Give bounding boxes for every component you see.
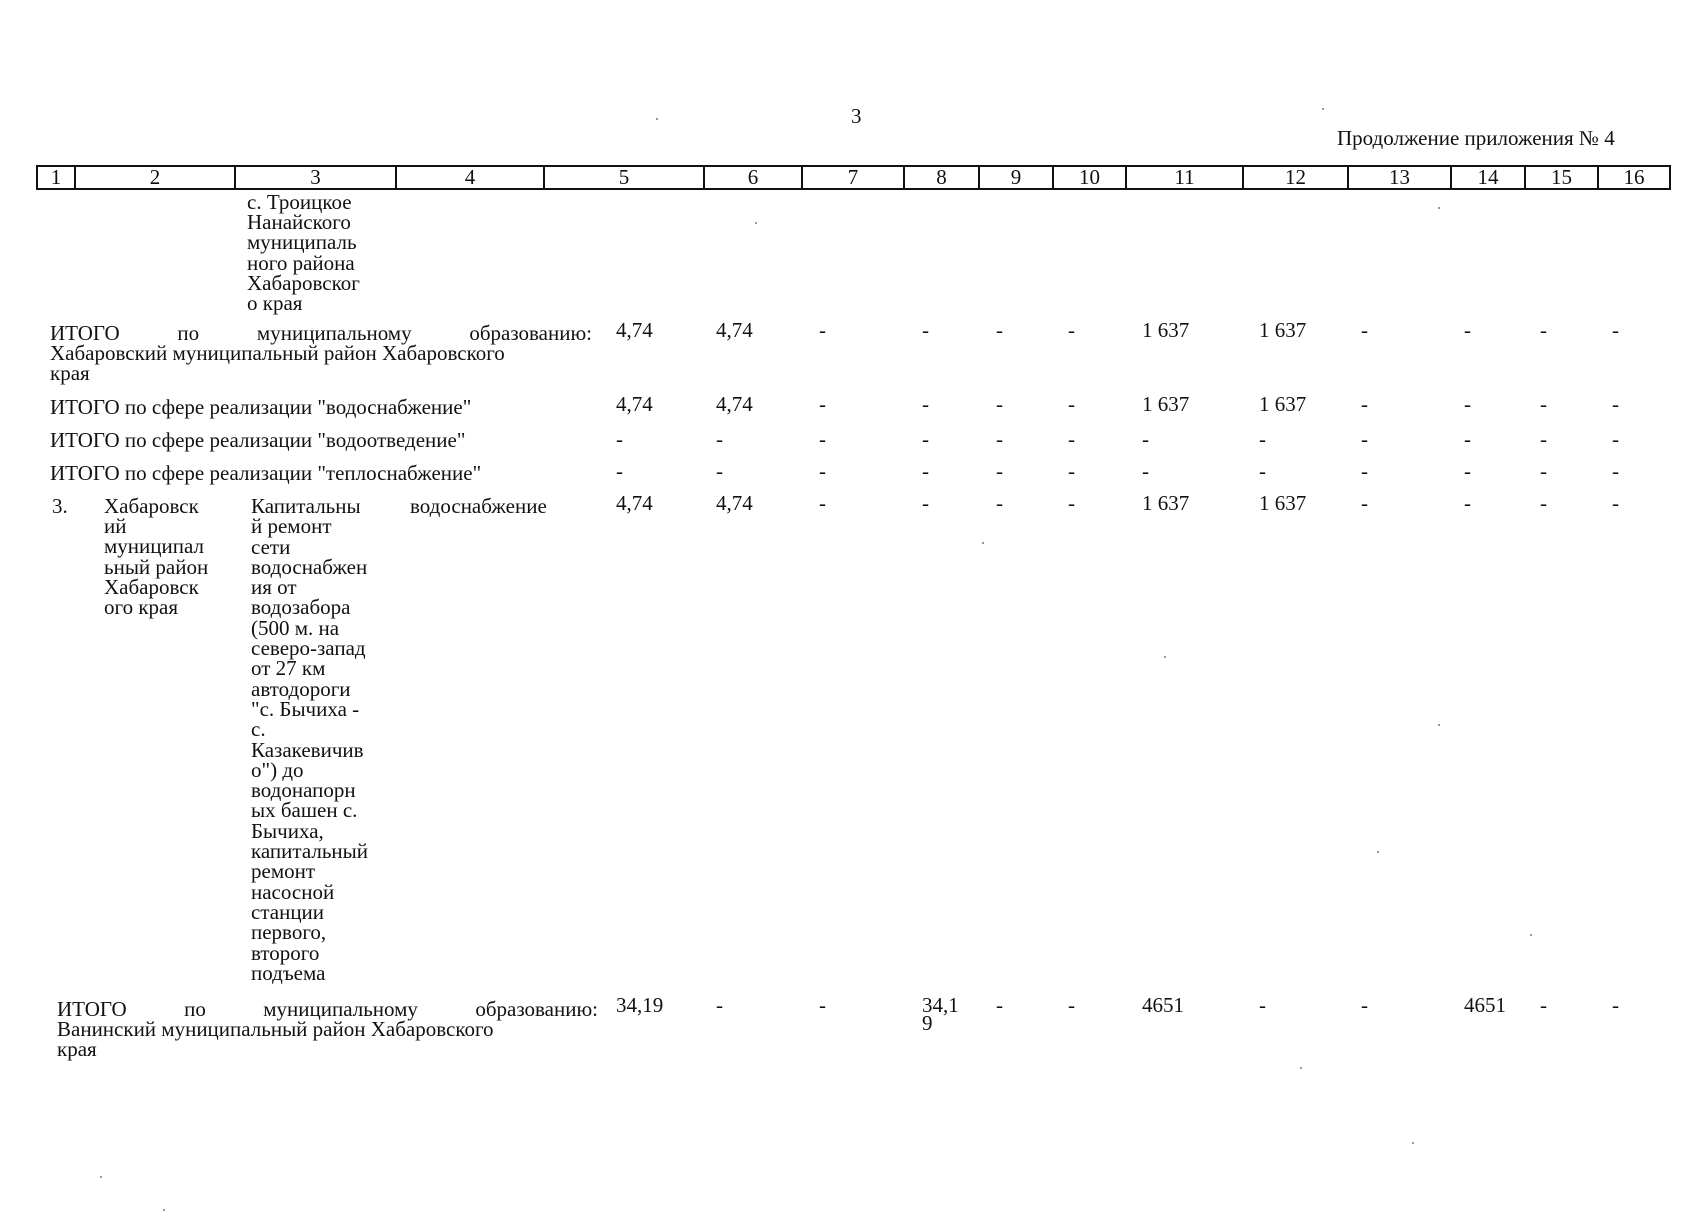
value-col-14: - <box>1464 427 1471 451</box>
row3-description-line: водозабора <box>251 595 351 620</box>
value-col-6: - <box>716 427 723 451</box>
column-header-7: 7 <box>803 165 905 190</box>
value-col-11: - <box>1142 459 1149 483</box>
value-col-11: 4651 <box>1142 993 1184 1017</box>
scan-speck <box>1438 724 1440 726</box>
value-col-7: - <box>819 459 826 483</box>
column-header-8: 8 <box>905 165 980 190</box>
value-col-14: - <box>1464 491 1471 515</box>
value-col-8: - <box>922 459 929 483</box>
carryover-col3-line: муниципаль <box>247 230 357 255</box>
column-header-row <box>36 165 1671 188</box>
row3-description-line: водонапорн <box>251 778 356 803</box>
row3-number: 3. <box>52 494 68 518</box>
value-col-7: - <box>819 427 826 451</box>
scan-speck <box>656 118 658 120</box>
value-col-5: 34,19 <box>616 993 664 1017</box>
row3-description-line: ия от <box>251 575 297 600</box>
value-col-8: - <box>922 318 929 342</box>
column-header-1: 1 <box>36 165 76 190</box>
value-col-16: - <box>1612 459 1619 483</box>
value-col-10: - <box>1068 993 1075 1017</box>
row3-sphere: водоснабжение <box>410 494 547 518</box>
value-col-13: - <box>1361 392 1368 416</box>
carryover-col3 <box>247 190 360 316</box>
value-col-14: - <box>1464 459 1471 483</box>
value-col-16: - <box>1612 491 1619 515</box>
row3-description-line: северо-запад <box>251 636 366 661</box>
carryover-col3-line: Хабаровског <box>247 270 360 295</box>
value-col-16: - <box>1612 427 1619 451</box>
value-col-11: 1 637 <box>1142 491 1190 515</box>
row3-description-line: с. <box>251 717 266 742</box>
row3-description-line: (500 м. на <box>251 615 340 640</box>
page-number: 3 <box>851 104 862 128</box>
value-col-15: - <box>1540 318 1547 342</box>
column-header-15: 15 <box>1526 165 1599 190</box>
row3-municipality <box>104 494 209 620</box>
value-col-10: - <box>1068 427 1075 451</box>
carryover-col3-line: Нанайского <box>247 210 351 235</box>
scan-speck <box>1322 108 1324 110</box>
value-col-15: - <box>1540 491 1547 515</box>
value-col-5: - <box>616 427 623 451</box>
value-col-9: - <box>996 392 1003 416</box>
carryover-col3-line: ного района <box>247 250 355 275</box>
total-khabarovsky-line2: Хабаровский муниципальный район Хабаровского <box>50 341 505 365</box>
value-col-15: - <box>1540 427 1547 451</box>
value-col-10: - <box>1068 318 1075 342</box>
value-col-6: 4,74 <box>716 491 753 515</box>
value-col-12: - <box>1259 459 1266 483</box>
total-khabarovsky-label <box>50 323 592 383</box>
value-col-12: 1 637 <box>1259 491 1307 515</box>
row3-description-line: капитальный <box>251 839 368 864</box>
total-heat-supply-label: ИТОГО по сфере реализации "теплоснабжение" <box>50 461 482 485</box>
value-col-8: 34,1 9 <box>922 993 959 1035</box>
value-col-5: 4,74 <box>616 392 653 416</box>
total-water-disposal-label: ИТОГО по сфере реализации "водоотведение" <box>50 428 466 452</box>
value-col-14: 4651 <box>1464 993 1506 1017</box>
row3-description-line: второго <box>251 940 320 965</box>
value-col-10: - <box>1068 459 1075 483</box>
value-col-10: - <box>1068 491 1075 515</box>
value-col-5: 4,74 <box>616 318 653 342</box>
row3-description-line: о") до <box>251 757 304 782</box>
value-col-8: - <box>922 392 929 416</box>
value-col-7: - <box>819 392 826 416</box>
total-vaninsky-line2: Ванинский муниципальный район Хабаровского <box>57 1017 494 1041</box>
column-header-3: 3 <box>236 165 397 190</box>
row3-municipality-line: Хабаровск <box>104 574 199 599</box>
row3-description-line: Казакевичив <box>251 737 364 762</box>
value-col-14: - <box>1464 392 1471 416</box>
column-header-10: 10 <box>1054 165 1127 190</box>
total-khabarovsky-line3: края <box>50 361 90 385</box>
value-col-15: - <box>1540 392 1547 416</box>
value-col-10: - <box>1068 392 1075 416</box>
scan-speck <box>1438 207 1440 209</box>
row3-description-line: водоснабжен <box>251 554 368 579</box>
row3-description-line: Капитальны <box>251 494 361 518</box>
row3-description-line: "с. Бычиха - <box>251 696 360 721</box>
column-header-9: 9 <box>980 165 1054 190</box>
value-col-16: - <box>1612 392 1619 416</box>
value-col-6: 4,74 <box>716 318 753 342</box>
value-col-16: - <box>1612 993 1619 1017</box>
row3-municipality-line: муниципал <box>104 534 204 559</box>
value-col-11: 1 637 <box>1142 318 1190 342</box>
scan-speck <box>1164 656 1166 658</box>
value-col-7: - <box>819 993 826 1017</box>
value-col-13: - <box>1361 427 1368 451</box>
value-col-15: - <box>1540 993 1547 1017</box>
value-col-7: - <box>819 318 826 342</box>
value-col-6: - <box>716 459 723 483</box>
column-header-4: 4 <box>397 165 545 190</box>
value-col-13: - <box>1361 993 1368 1017</box>
column-header-2: 2 <box>76 165 236 190</box>
column-header-12: 12 <box>1244 165 1349 190</box>
value-col-8: - <box>922 427 929 451</box>
value-col-13: - <box>1361 318 1368 342</box>
value-col-6: 4,74 <box>716 392 753 416</box>
row3-description-line: автодороги <box>251 676 351 701</box>
value-col-9: - <box>996 427 1003 451</box>
row3-municipality-line: ий <box>104 514 127 539</box>
value-col-5: - <box>616 459 623 483</box>
value-col-9: - <box>996 993 1003 1017</box>
value-col-11: - <box>1142 427 1149 451</box>
carryover-col3-line: о края <box>247 291 303 316</box>
total-water-supply-label: ИТОГО по сфере реализации "водоснабжение" <box>50 395 472 419</box>
value-col-12: - <box>1259 427 1266 451</box>
value-col-13: - <box>1361 459 1368 483</box>
row3-description-line: станции <box>251 899 325 924</box>
row3-description-line: сети <box>251 534 291 559</box>
scan-speck <box>100 1176 102 1178</box>
column-header-13: 13 <box>1349 165 1452 190</box>
column-header-14: 14 <box>1452 165 1526 190</box>
total-vaninsky-line1: ИТОГО по муниципальному образованию: <box>57 997 598 1021</box>
total-khabarovsky-line1: ИТОГО по муниципальному образованию: <box>50 321 592 345</box>
row3-description-line: ремонт <box>251 859 316 884</box>
column-header-16: 16 <box>1599 165 1671 190</box>
row3-description-line: первого, <box>251 920 327 945</box>
row3-description-line: насосной <box>251 879 335 904</box>
value-col-8: - <box>922 491 929 515</box>
total-vaninsky-label <box>57 999 598 1059</box>
row3-description-line: от 27 км <box>251 656 326 681</box>
continuation-title: Продолжение приложения № 4 <box>1337 126 1615 150</box>
total-vaninsky-line3: края <box>57 1037 97 1061</box>
carryover-col3-line: с. Троицкое <box>247 190 352 214</box>
value-col-9: - <box>996 318 1003 342</box>
scan-speck <box>982 542 984 544</box>
row3-description <box>251 496 368 983</box>
value-col-12: 1 637 <box>1259 392 1307 416</box>
value-col-7: - <box>819 491 826 515</box>
value-col-13: - <box>1361 491 1368 515</box>
column-header-11: 11 <box>1127 165 1244 190</box>
value-col-12: 1 637 <box>1259 318 1307 342</box>
scan-speck <box>1377 851 1379 853</box>
value-col-6: - <box>716 993 723 1017</box>
value-col-5: 4,74 <box>616 491 653 515</box>
value-col-12: - <box>1259 993 1266 1017</box>
value-col-11: 1 637 <box>1142 392 1190 416</box>
value-col-9: - <box>996 491 1003 515</box>
row3-description-line: подъема <box>251 960 326 985</box>
column-header-6: 6 <box>705 165 803 190</box>
row3-description-line: Бычиха, <box>251 818 324 843</box>
row3-description-line: й ремонт <box>251 514 332 539</box>
row3-municipality-line: ьный район <box>104 554 209 579</box>
row3-municipality-line: ого края <box>104 595 179 620</box>
value-col-9: - <box>996 459 1003 483</box>
scan-speck <box>1412 1142 1414 1144</box>
value-col-15: - <box>1540 459 1547 483</box>
scan-speck <box>1300 1067 1302 1069</box>
scan-speck <box>1530 934 1532 936</box>
value-col-14: - <box>1464 318 1471 342</box>
value-col-16: - <box>1612 318 1619 342</box>
scan-speck <box>755 222 757 224</box>
row3-description-line: ых башен с. <box>251 798 358 823</box>
column-header-5: 5 <box>545 165 705 190</box>
row3-municipality-line: Хабаровск <box>104 494 199 518</box>
